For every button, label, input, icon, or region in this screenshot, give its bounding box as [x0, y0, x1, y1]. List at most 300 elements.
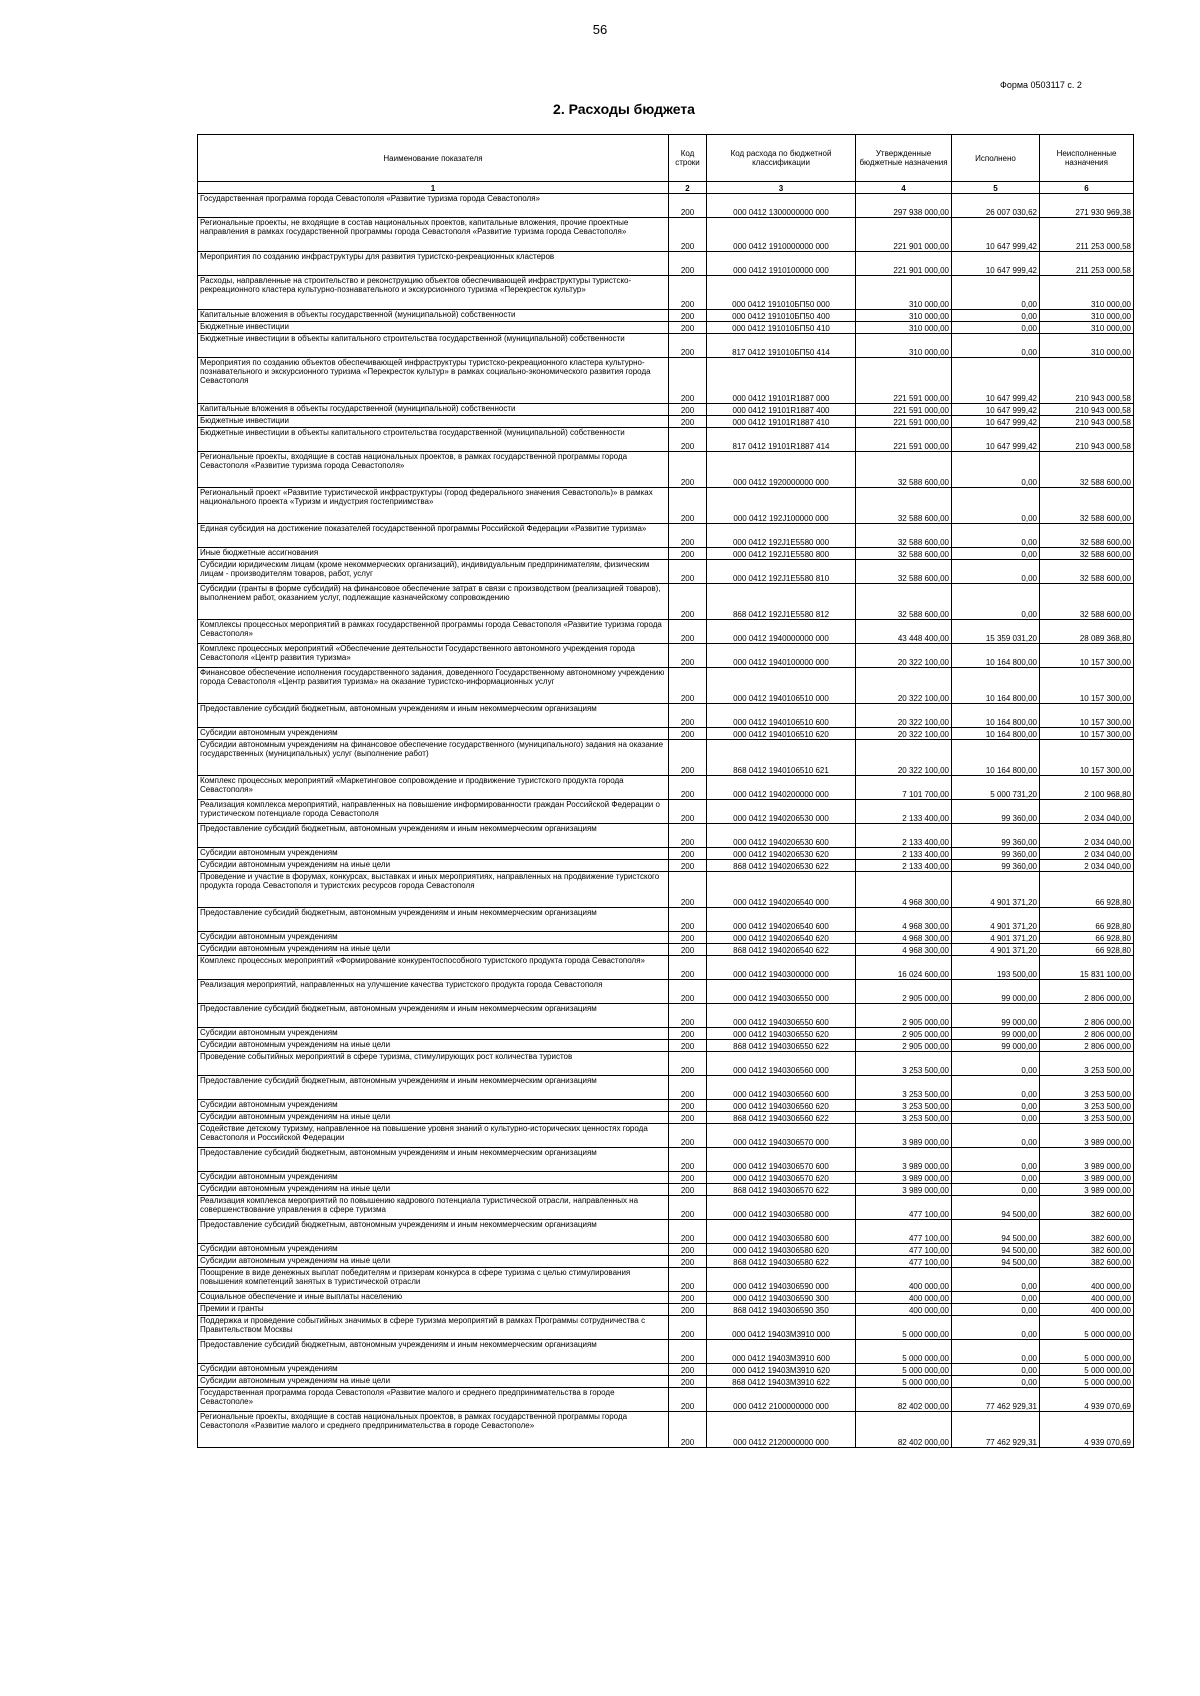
cell-budget-code: 000 0412 192J1E5580 000	[707, 524, 856, 548]
cell-line-code: 200	[669, 276, 707, 310]
cell-executed: 0,00	[952, 1268, 1040, 1292]
cell-unexecuted: 15 831 100,00	[1040, 956, 1134, 980]
cell-budget-code: 000 0412 1940306570 000	[707, 1124, 856, 1148]
cell-name: Региональный проект «Развитие туристической инфраструктуры (город федерального значения Севастополь)» в рамках национального проекта «Туризм и индустрия гостеприимства»	[198, 488, 669, 524]
cell-budget-code: 000 0412 1940200000 000	[707, 776, 856, 800]
cell-unexecuted: 32 588 600,00	[1040, 524, 1134, 548]
cell-approved: 310 000,00	[856, 334, 952, 358]
cell-approved: 3 253 500,00	[856, 1100, 952, 1112]
cell-name: Комплекс процессных мероприятий «Формирование конкурентоспособного туристского продукта города Севастополя»	[198, 956, 669, 980]
cell-name: Субсидии автономным учреждениям на иные цели	[198, 1256, 669, 1268]
cell-name: Субсидии автономным учреждениям на иные цели	[198, 1376, 669, 1388]
cell-line-code: 200	[669, 1304, 707, 1316]
cell-budget-code: 000 0412 1940300000 000	[707, 956, 856, 980]
cell-name: Предоставление субсидий бюджетным, автономным учреждениям и иным некоммерческим организациям	[198, 1004, 669, 1028]
table-row	[198, 218, 1134, 252]
cell-line-code: 200	[669, 980, 707, 1004]
cell-budget-code: 000 0412 1910000000 000	[707, 218, 856, 252]
cell-name: Поощрение в виде денежных выплат победителям и призерам конкурса в сфере туризма с целью стимулирования повышения компетенций занятых в туристической отрасли	[198, 1268, 669, 1292]
cell-unexecuted: 3 989 000,00	[1040, 1148, 1134, 1172]
cell-unexecuted: 10 157 300,00	[1040, 704, 1134, 728]
cell-executed: 0,00	[952, 1052, 1040, 1076]
table-row	[198, 1340, 1134, 1364]
cell-approved: 3 989 000,00	[856, 1184, 952, 1196]
cell-unexecuted: 3 989 000,00	[1040, 1184, 1134, 1196]
cell-unexecuted: 32 588 600,00	[1040, 560, 1134, 584]
cell-name: Предоставление субсидий бюджетным, автономным учреждениям и иным некоммерческим организациям	[198, 1220, 669, 1244]
table-row	[198, 728, 1134, 740]
cell-line-code: 200	[669, 1256, 707, 1268]
cell-executed: 10 647 999,42	[952, 218, 1040, 252]
cell-line-code: 200	[669, 1220, 707, 1244]
cell-executed: 94 500,00	[952, 1196, 1040, 1220]
cell-name: Предоставление субсидий бюджетным, автономным учреждениям и иным некоммерческим организациям	[198, 1076, 669, 1100]
cell-unexecuted: 10 157 300,00	[1040, 728, 1134, 740]
cell-approved: 7 101 700,00	[856, 776, 952, 800]
cell-executed: 99 360,00	[952, 824, 1040, 848]
cell-approved: 32 588 600,00	[856, 452, 952, 488]
cell-approved: 43 448 400,00	[856, 620, 952, 644]
cell-unexecuted: 2 806 000,00	[1040, 1028, 1134, 1040]
cell-name: Предоставление субсидий бюджетным, автономным учреждениям и иным некоммерческим организациям	[198, 908, 669, 932]
cell-approved: 32 588 600,00	[856, 548, 952, 560]
cell-unexecuted: 32 588 600,00	[1040, 548, 1134, 560]
cell-budget-code: 000 0412 1300000000 000	[707, 194, 856, 218]
table-row	[198, 1220, 1134, 1244]
cell-name: Бюджетные инвестиции в объекты капитального строительства государственной (муниципальной) собственности	[198, 428, 669, 452]
col-number: 1	[198, 182, 669, 194]
cell-line-code: 200	[669, 1268, 707, 1292]
cell-unexecuted: 32 588 600,00	[1040, 584, 1134, 620]
cell-name: Предоставление субсидий бюджетным, автономным учреждениям и иным некоммерческим организациям	[198, 704, 669, 728]
cell-line-code: 200	[669, 824, 707, 848]
cell-budget-code: 000 0412 191010БП50 000	[707, 276, 856, 310]
table-row	[198, 1304, 1134, 1316]
cell-budget-code: 868 0412 1940306560 622	[707, 1112, 856, 1124]
table-row	[198, 944, 1134, 956]
cell-name: Предоставление субсидий бюджетным, автономным учреждениям и иным некоммерческим организациям	[198, 1340, 669, 1364]
cell-name: Региональные проекты, не входящие в состав национальных проектов, капитальные вложения, прочие проектные направления в рамках государственной программы города Севастополя «Развитие туризма города Севастополя»	[198, 218, 669, 252]
cell-budget-code: 000 0412 1920000000 000	[707, 452, 856, 488]
table-row	[198, 1184, 1134, 1196]
cell-executed: 0,00	[952, 1124, 1040, 1148]
cell-unexecuted: 2 806 000,00	[1040, 1004, 1134, 1028]
cell-approved: 477 100,00	[856, 1196, 952, 1220]
cell-executed: 77 462 929,31	[952, 1388, 1040, 1412]
cell-approved: 477 100,00	[856, 1244, 952, 1256]
cell-approved: 310 000,00	[856, 276, 952, 310]
cell-name: Субсидии автономным учреждениям	[198, 1244, 669, 1256]
cell-name: Государственная программа города Севастополя «Развитие туризма города Севастополя»	[198, 194, 669, 218]
cell-name: Капитальные вложения в объекты государственной (муниципальной) собственности	[198, 310, 669, 322]
cell-budget-code: 000 0412 192J100000 000	[707, 488, 856, 524]
cell-unexecuted: 210 943 000,58	[1040, 416, 1134, 428]
cell-approved: 20 322 100,00	[856, 668, 952, 704]
cell-budget-code: 817 0412 191010БП50 414	[707, 334, 856, 358]
table-row	[198, 1040, 1134, 1052]
cell-budget-code: 000 0412 1940306590 300	[707, 1292, 856, 1304]
cell-executed: 26 007 030,62	[952, 194, 1040, 218]
cell-line-code: 200	[669, 1376, 707, 1388]
cell-line-code: 200	[669, 1184, 707, 1196]
table-row	[198, 1388, 1134, 1412]
cell-name: Бюджетные инвестиции в объекты капитального строительства государственной (муниципальной) собственности	[198, 334, 669, 358]
cell-name: Государственная программа города Севастополя «Развитие малого и среднего предпринимательства в городе Севастополе»	[198, 1388, 669, 1412]
table-row	[198, 1316, 1134, 1340]
cell-approved: 2 133 400,00	[856, 860, 952, 872]
cell-line-code: 200	[669, 1388, 707, 1412]
cell-executed: 0,00	[952, 322, 1040, 334]
cell-approved: 3 989 000,00	[856, 1172, 952, 1184]
cell-name: Субсидии автономным учреждениям	[198, 1172, 669, 1184]
cell-unexecuted: 210 943 000,58	[1040, 428, 1134, 452]
cell-line-code: 200	[669, 416, 707, 428]
cell-unexecuted: 382 600,00	[1040, 1220, 1134, 1244]
cell-executed: 99 000,00	[952, 1028, 1040, 1040]
cell-unexecuted: 310 000,00	[1040, 322, 1134, 334]
cell-executed: 10 647 999,42	[952, 416, 1040, 428]
table-row	[198, 848, 1134, 860]
cell-unexecuted: 211 253 000,58	[1040, 218, 1134, 252]
cell-budget-code: 868 0412 1940306580 622	[707, 1256, 856, 1268]
cell-line-code: 200	[669, 334, 707, 358]
cell-unexecuted: 400 000,00	[1040, 1304, 1134, 1316]
cell-line-code: 200	[669, 1148, 707, 1172]
cell-name: Субсидии автономным учреждениям	[198, 728, 669, 740]
cell-budget-code: 000 0412 19101R1887 000	[707, 358, 856, 404]
cell-executed: 0,00	[952, 1112, 1040, 1124]
cell-line-code: 200	[669, 1340, 707, 1364]
cell-name: Субсидии (гранты в форме субсидий) на финансовое обеспечение затрат в связи с производством (реализацией товаров), выполнением работ, оказанием услуг, подлежащие казначейскому сопровождению	[198, 584, 669, 620]
cell-approved: 2 133 400,00	[856, 800, 952, 824]
cell-line-code: 200	[669, 218, 707, 252]
table-row	[198, 584, 1134, 620]
col-number: 3	[707, 182, 856, 194]
cell-budget-code: 868 0412 19403М3910 622	[707, 1376, 856, 1388]
cell-executed: 0,00	[952, 584, 1040, 620]
cell-line-code: 200	[669, 548, 707, 560]
cell-approved: 16 024 600,00	[856, 956, 952, 980]
cell-executed: 99 360,00	[952, 848, 1040, 860]
cell-unexecuted: 28 089 368,80	[1040, 620, 1134, 644]
cell-approved: 2 905 000,00	[856, 1004, 952, 1028]
cell-name: Субсидии автономным учреждениям на иные цели	[198, 1112, 669, 1124]
cell-unexecuted: 66 928,80	[1040, 908, 1134, 932]
cell-executed: 0,00	[952, 1076, 1040, 1100]
table-row	[198, 1196, 1134, 1220]
cell-approved: 82 402 000,00	[856, 1388, 952, 1412]
cell-executed: 0,00	[952, 276, 1040, 310]
col-number: 6	[1040, 182, 1134, 194]
cell-executed: 0,00	[952, 452, 1040, 488]
cell-budget-code: 000 0412 1940306580 000	[707, 1196, 856, 1220]
col-number: 5	[952, 182, 1040, 194]
cell-executed: 5 000 731,20	[952, 776, 1040, 800]
cell-budget-code: 000 0412 1940306560 620	[707, 1100, 856, 1112]
cell-executed: 10 647 999,42	[952, 404, 1040, 416]
cell-executed: 193 500,00	[952, 956, 1040, 980]
cell-name: Социальное обеспечение и иные выплаты населению	[198, 1292, 669, 1304]
cell-approved: 32 588 600,00	[856, 488, 952, 524]
table-row	[198, 932, 1134, 944]
table-row	[198, 980, 1134, 1004]
cell-approved: 3 253 500,00	[856, 1076, 952, 1100]
cell-line-code: 200	[669, 404, 707, 416]
cell-approved: 32 588 600,00	[856, 560, 952, 584]
cell-executed: 0,00	[952, 1364, 1040, 1376]
cell-line-code: 200	[669, 740, 707, 776]
cell-approved: 221 901 000,00	[856, 218, 952, 252]
cell-executed: 0,00	[952, 524, 1040, 548]
cell-line-code: 200	[669, 560, 707, 584]
cell-executed: 0,00	[952, 1100, 1040, 1112]
column-number-row	[198, 182, 1134, 194]
cell-executed: 4 901 371,20	[952, 944, 1040, 956]
cell-approved: 32 588 600,00	[856, 584, 952, 620]
cell-budget-code: 868 0412 1940306590 350	[707, 1304, 856, 1316]
col-header-executed: Исполнено	[952, 135, 1040, 182]
cell-approved: 5 000 000,00	[856, 1340, 952, 1364]
cell-line-code: 200	[669, 1124, 707, 1148]
cell-name: Бюджетные инвестиции	[198, 416, 669, 428]
cell-unexecuted: 2 100 968,80	[1040, 776, 1134, 800]
table-row	[198, 1292, 1134, 1304]
cell-unexecuted: 32 588 600,00	[1040, 488, 1134, 524]
cell-name: Субсидии автономным учреждениям	[198, 932, 669, 944]
cell-executed: 94 500,00	[952, 1220, 1040, 1244]
cell-approved: 2 133 400,00	[856, 848, 952, 860]
cell-budget-code: 000 0412 1940106510 620	[707, 728, 856, 740]
cell-line-code: 200	[669, 860, 707, 872]
cell-budget-code: 000 0412 1940206540 600	[707, 908, 856, 932]
cell-name: Проведение и участие в форумах, конкурсах, выставках и иных мероприятиях, направленных на продвижение туристского продукта города Севастополя и туристских ресурсов города Севастополя	[198, 872, 669, 908]
cell-executed: 0,00	[952, 1304, 1040, 1316]
cell-line-code: 200	[669, 848, 707, 860]
cell-name: Комплекс процессных мероприятий «Обеспечение деятельности Государственного автономного учреждения города Севастополя «Центр развития туризма»	[198, 644, 669, 668]
cell-approved: 477 100,00	[856, 1220, 952, 1244]
cell-unexecuted: 3 253 500,00	[1040, 1076, 1134, 1100]
cell-approved: 221 591 000,00	[856, 404, 952, 416]
cell-unexecuted: 382 600,00	[1040, 1196, 1134, 1220]
cell-budget-code: 000 0412 1940306580 620	[707, 1244, 856, 1256]
cell-executed: 0,00	[952, 1184, 1040, 1196]
cell-name: Реализация комплекса мероприятий по повышению кадрового потенциала туристической отрасли, направленных на совершенствование управления в сфере туризма	[198, 1196, 669, 1220]
cell-approved: 3 253 500,00	[856, 1112, 952, 1124]
cell-executed: 0,00	[952, 488, 1040, 524]
cell-executed: 4 901 371,20	[952, 872, 1040, 908]
cell-executed: 4 901 371,20	[952, 932, 1040, 944]
table-row	[198, 776, 1134, 800]
cell-line-code: 200	[669, 1028, 707, 1040]
cell-unexecuted: 310 000,00	[1040, 310, 1134, 322]
cell-budget-code: 000 0412 1940306550 600	[707, 1004, 856, 1028]
table-header-row	[198, 135, 1134, 182]
cell-name: Субсидии юридическим лицам (кроме некоммерческих организаций), индивидуальным предпринимателям, физическим лицам - производителям товаров, работ, услуг	[198, 560, 669, 584]
cell-line-code: 200	[669, 644, 707, 668]
cell-budget-code: 000 0412 1940306570 620	[707, 1172, 856, 1184]
cell-executed: 0,00	[952, 334, 1040, 358]
cell-approved: 2 905 000,00	[856, 1028, 952, 1040]
table-row	[198, 1004, 1134, 1028]
cell-approved: 2 905 000,00	[856, 1040, 952, 1052]
cell-approved: 2 905 000,00	[856, 980, 952, 1004]
cell-line-code: 200	[669, 322, 707, 334]
cell-approved: 20 322 100,00	[856, 740, 952, 776]
table-row	[198, 1268, 1134, 1292]
cell-approved: 32 588 600,00	[856, 524, 952, 548]
cell-unexecuted: 2 806 000,00	[1040, 1040, 1134, 1052]
cell-budget-code: 868 0412 1940206530 622	[707, 860, 856, 872]
cell-budget-code: 000 0412 1940306550 620	[707, 1028, 856, 1040]
cell-approved: 310 000,00	[856, 322, 952, 334]
cell-budget-code: 868 0412 1940306570 622	[707, 1184, 856, 1196]
cell-unexecuted: 66 928,80	[1040, 944, 1134, 956]
table-row	[198, 740, 1134, 776]
cell-name: Финансовое обеспечение исполнения государственного задания, доведенного Государственному автономному учреждению города Севастополя «Центр развития туризма» на оказание туристско-информационных услуг	[198, 668, 669, 704]
cell-unexecuted: 400 000,00	[1040, 1292, 1134, 1304]
cell-unexecuted: 3 989 000,00	[1040, 1172, 1134, 1184]
table-row	[198, 1052, 1134, 1076]
table-row	[198, 416, 1134, 428]
cell-unexecuted: 2 034 040,00	[1040, 848, 1134, 860]
cell-name: Субсидии автономным учреждениям	[198, 1028, 669, 1040]
table-row	[198, 620, 1134, 644]
cell-name: Проведение событийных мероприятий в сфере туризма, стимулирующих рост количества туристов	[198, 1052, 669, 1076]
cell-unexecuted: 10 157 300,00	[1040, 644, 1134, 668]
cell-line-code: 200	[669, 358, 707, 404]
cell-name: Субсидии автономным учреждениям	[198, 1364, 669, 1376]
cell-approved: 5 000 000,00	[856, 1316, 952, 1340]
table-row	[198, 194, 1134, 218]
cell-unexecuted: 400 000,00	[1040, 1268, 1134, 1292]
cell-budget-code: 000 0412 19403М3910 600	[707, 1340, 856, 1364]
cell-budget-code: 000 0412 1940306560 000	[707, 1052, 856, 1076]
cell-line-code: 200	[669, 704, 707, 728]
cell-unexecuted: 10 157 300,00	[1040, 668, 1134, 704]
table-row	[198, 428, 1134, 452]
cell-unexecuted: 3 253 500,00	[1040, 1112, 1134, 1124]
cell-line-code: 200	[669, 488, 707, 524]
table-row	[198, 452, 1134, 488]
cell-line-code: 200	[669, 310, 707, 322]
cell-approved: 297 938 000,00	[856, 194, 952, 218]
col-header-unexecuted: Неисполненные назначения	[1040, 135, 1134, 182]
cell-budget-code: 000 0412 1940206530 620	[707, 848, 856, 860]
cell-name: Капитальные вложения в объекты государственной (муниципальной) собственности	[198, 404, 669, 416]
cell-name: Региональные проекты, входящие в состав национальных проектов, в рамках государственной программы города Севастополя «Развитие малого и среднего предпринимательства в городе Севастополе»	[198, 1412, 669, 1448]
cell-approved: 3 989 000,00	[856, 1124, 952, 1148]
cell-line-code: 200	[669, 1100, 707, 1112]
table-row	[198, 1124, 1134, 1148]
cell-name: Поддержка и проведение событийных значимых в сфере туризма мероприятий в рамках Программы сотрудничества с Правительством Москвы	[198, 1316, 669, 1340]
cell-budget-code: 000 0412 19101R1887 400	[707, 404, 856, 416]
cell-budget-code: 000 0412 191010БП50 410	[707, 322, 856, 334]
cell-line-code: 200	[669, 194, 707, 218]
cell-executed: 99 360,00	[952, 860, 1040, 872]
cell-budget-code: 868 0412 1940106510 621	[707, 740, 856, 776]
cell-line-code: 200	[669, 252, 707, 276]
cell-name: Единая субсидия на достижение показателей государственной программы Российской Федерации «Развитие туризма»	[198, 524, 669, 548]
cell-executed: 0,00	[952, 1316, 1040, 1340]
cell-name: Субсидии автономным учреждениям на иные цели	[198, 860, 669, 872]
cell-line-code: 200	[669, 1172, 707, 1184]
cell-approved: 5 000 000,00	[856, 1364, 952, 1376]
cell-executed: 99 360,00	[952, 800, 1040, 824]
cell-budget-code: 817 0412 19101R1887 414	[707, 428, 856, 452]
cell-approved: 2 133 400,00	[856, 824, 952, 848]
cell-approved: 4 968 300,00	[856, 944, 952, 956]
cell-executed: 77 462 929,31	[952, 1412, 1040, 1448]
cell-executed: 99 000,00	[952, 980, 1040, 1004]
cell-unexecuted: 271 930 969,38	[1040, 194, 1134, 218]
cell-approved: 4 968 300,00	[856, 908, 952, 932]
cell-unexecuted: 5 000 000,00	[1040, 1340, 1134, 1364]
cell-executed: 10 647 999,42	[952, 252, 1040, 276]
cell-line-code: 200	[669, 776, 707, 800]
col-header-budget-code: Код расхода по бюджетной классификации	[707, 135, 856, 182]
cell-approved: 400 000,00	[856, 1292, 952, 1304]
cell-name: Предоставление субсидий бюджетным, автономным учреждениям и иным некоммерческим организациям	[198, 824, 669, 848]
table-row	[198, 310, 1134, 322]
cell-line-code: 200	[669, 1040, 707, 1052]
col-number: 2	[669, 182, 707, 194]
cell-executed: 10 164 800,00	[952, 644, 1040, 668]
cell-budget-code: 000 0412 19101R1887 410	[707, 416, 856, 428]
cell-approved: 4 968 300,00	[856, 932, 952, 944]
cell-name: Реализация комплекса мероприятий, направленных на повышение информированности граждан Российской Федерации о туристическом потенциале города Севастополя	[198, 800, 669, 824]
cell-unexecuted: 66 928,80	[1040, 872, 1134, 908]
cell-line-code: 200	[669, 1244, 707, 1256]
cell-budget-code: 000 0412 192J1E5580 800	[707, 548, 856, 560]
cell-approved: 20 322 100,00	[856, 644, 952, 668]
cell-line-code: 200	[669, 428, 707, 452]
table-row	[198, 1376, 1134, 1388]
cell-approved: 3 253 500,00	[856, 1052, 952, 1076]
page-number: 56	[592, 22, 608, 37]
table-row	[198, 800, 1134, 824]
cell-name: Бюджетные инвестиции	[198, 322, 669, 334]
cell-line-code: 200	[669, 800, 707, 824]
col-header-approved: Утвержденные бюджетные назначения	[856, 135, 952, 182]
cell-budget-code: 000 0412 1940206530 000	[707, 800, 856, 824]
cell-approved: 5 000 000,00	[856, 1376, 952, 1388]
cell-budget-code: 000 0412 1910100000 000	[707, 252, 856, 276]
cell-unexecuted: 66 928,80	[1040, 932, 1134, 944]
cell-budget-code: 000 0412 19403М3910 000	[707, 1316, 856, 1340]
cell-line-code: 200	[669, 872, 707, 908]
cell-executed: 94 500,00	[952, 1256, 1040, 1268]
cell-executed: 10 647 999,42	[952, 428, 1040, 452]
cell-executed: 0,00	[952, 1292, 1040, 1304]
cell-name: Реализация мероприятий, направленных на улучшение качества туристского продукта города Севастополя	[198, 980, 669, 1004]
table-row	[198, 1028, 1134, 1040]
cell-line-code: 200	[669, 1196, 707, 1220]
table-row	[198, 956, 1134, 980]
cell-executed: 4 901 371,20	[952, 908, 1040, 932]
cell-budget-code: 000 0412 1940000000 000	[707, 620, 856, 644]
cell-budget-code: 000 0412 1940306580 600	[707, 1220, 856, 1244]
cell-budget-code: 000 0412 1940306570 600	[707, 1148, 856, 1172]
cell-budget-code: 000 0412 1940306590 000	[707, 1268, 856, 1292]
cell-line-code: 200	[669, 1076, 707, 1100]
cell-executed: 0,00	[952, 1340, 1040, 1364]
form-label: Форма 0503117 с. 2	[1000, 80, 1082, 90]
cell-unexecuted: 211 253 000,58	[1040, 252, 1134, 276]
cell-line-code: 200	[669, 668, 707, 704]
cell-line-code: 200	[669, 944, 707, 956]
cell-executed: 0,00	[952, 548, 1040, 560]
table-body	[198, 194, 1134, 1448]
